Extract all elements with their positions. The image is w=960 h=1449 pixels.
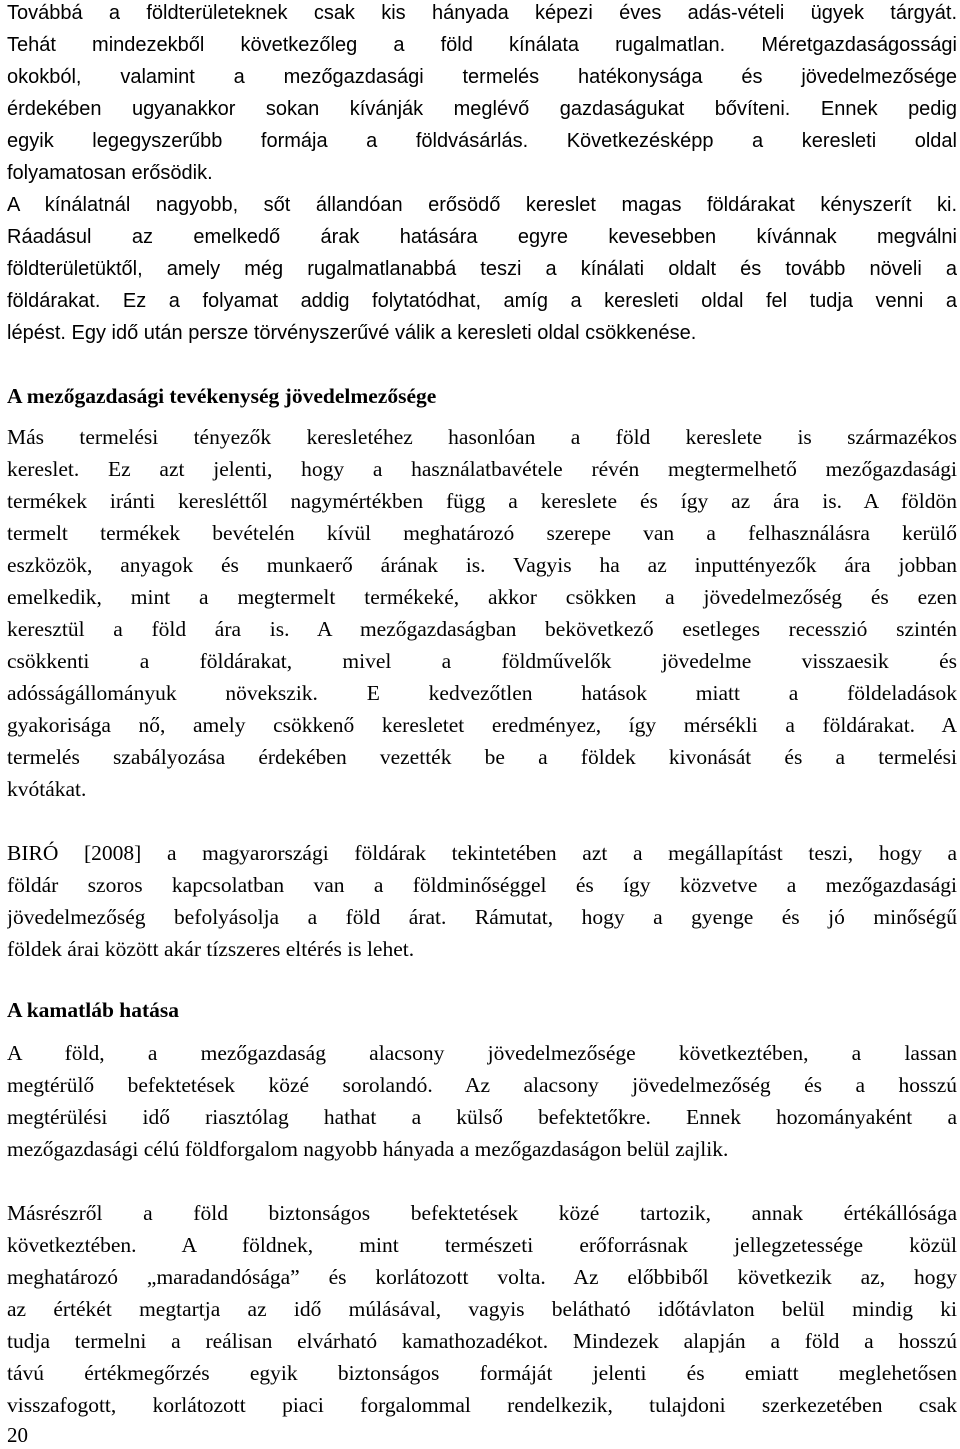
text-line: termelés szabályozása érdekében vezették be a földek kivonását és a termelési xyxy=(7,745,957,769)
text-line: távú értékmegőrzés egyik biztonságos formáját jelenti és emiatt meglehetősen xyxy=(7,1361,957,1385)
text-line: földár szoros kapcsolatban van a földminőséggel és így közvetve a mezőgazdasági xyxy=(7,873,957,897)
text-line: keresztül a föld ára is. A mezőgazdaságban bekövetkező esetleges recesszió szintén xyxy=(7,617,957,641)
text-line: Más termelési tényezők keresletéhez hasonlóan a föld kereslete is származékos xyxy=(7,425,957,449)
text-line: csökkenti a földárakat, mivel a földművelők jövedelme visszaesik és xyxy=(7,649,957,673)
text-line: jövedelmezőség befolyásolja a föld árat. Rámutat, hogy a gyenge és jó minőségű xyxy=(7,905,957,929)
text-line: folyamatosan erősödik. xyxy=(7,162,213,184)
text-line: Másrészről a föld biztonságos befektetések közé tartozik, annak értékállósága xyxy=(7,1201,957,1225)
text-line: A föld, a mezőgazdaság alacsony jövedelmezősége következtében, a lassan xyxy=(7,1041,957,1065)
text-line: termelt termékek bevételén kívül meghatározó szerepe van a felhasználásra kerülő xyxy=(7,521,957,545)
page-number: 20 xyxy=(7,1423,28,1447)
text-line: Tehát mindezekből következőleg a föld kínálata rugalmatlan. Méretgazdaságossági xyxy=(7,34,957,56)
text-line: emelkedik, mint a megtermelt termékeké, akkor csökken a jövedelmezőség és ezen xyxy=(7,585,957,609)
text-line: meghatározó „maradandósága” és korlátozott volta. Az előbbiből következik az, hogy xyxy=(7,1265,957,1289)
text-line: tudja termelni a reálisan elvárható kamathozadékot. Mindezek alapján a föld a hosszú xyxy=(7,1329,957,1353)
text-line: megtérülő befektetések közé sorolandó. Az alacsony jövedelmezőség és a hosszú xyxy=(7,1073,957,1097)
text-line: megtérülési idő riasztólag hathat a külső befektetőkre. Ennek hozományaként a xyxy=(7,1105,957,1129)
text-line: A kínálatnál nagyobb, sőt állandóan erősödő kereslet magas földárakat kényszerít ki. xyxy=(7,194,957,216)
text-line: adósságállományuk növekszik. E kedvezőtlen hatások miatt a földeladások xyxy=(7,681,957,705)
text-line: egyik legegyszerűbb formája a földvásárlás. Következésképp a keresleti oldal xyxy=(7,130,957,152)
section-heading: A kamatláb hatása xyxy=(7,998,180,1022)
text-line: földárakat. Ez a folyamat addig folytatódhat, amíg a keresleti oldal fel tudja venni a xyxy=(7,290,957,312)
text-line: mezőgazdasági célú földforgalom nagyobb hányada a mezőgazdaságon belül zajlik. xyxy=(7,1137,729,1161)
text-line: okokból, valamint a mezőgazdasági termelés hatékonysága és jövedelmezősége xyxy=(7,66,957,88)
text-line: termékek iránti keresléttől nagymértékben függ a kereslete és így az ára is. A földön xyxy=(7,489,957,513)
text-line: Továbbá a földterületeknek csak kis hányada képezi éves adás-vételi ügyek tárgyát. xyxy=(7,2,957,24)
section-heading: A mezőgazdasági tevékenység jövedelmezősége xyxy=(7,384,437,408)
text-line: visszafogott, korlátozott piaci forgalommal rendelkezik, tulajdoni szerkezetében csak xyxy=(7,1393,957,1417)
text-line: gyakorisága nő, amely csökkenő keresletet eredményez, így mérsékli a földárakat. A xyxy=(7,713,957,737)
text-line: kvótákat. xyxy=(7,777,87,801)
text-line: lépést. Egy idő után persze törvényszerűvé válik a keresleti oldal csökkenése. xyxy=(7,322,697,344)
text-line: az értékét megtartja az idő múlásával, vagyis belátható időtávlaton belül mindig ki xyxy=(7,1297,957,1321)
text-line: kereslet. Ez azt jelenti, hogy a használatbavétele révén megtermelhető mezőgazdasági xyxy=(7,457,957,481)
text-line: következtében. A földnek, mint természeti erőforrásnak jellegzetessége közül xyxy=(7,1233,957,1257)
text-line: Ráadásul az emelkedő árak hatására egyre kevesebben kívánnak megválni xyxy=(7,226,957,248)
text-line: BIRÓ [2008] a magyarországi földárak tekintetében azt a megállapítást teszi, hogy a xyxy=(7,841,957,865)
text-line: eszközök, anyagok és munkaerő árának is. Vagyis ha az inputtényezők ára jobban xyxy=(7,553,957,577)
text-line: földterületüktől, amely még rugalmatlanabbá teszi a kínálati oldalt és tovább növeli a xyxy=(7,258,957,280)
text-line: érdekében ugyanakkor sokan kívánják meglévő gazdaságukat bővíteni. Ennek pedig xyxy=(7,98,957,120)
text-line: földek árai között akár tízszeres eltérés is lehet. xyxy=(7,937,415,961)
